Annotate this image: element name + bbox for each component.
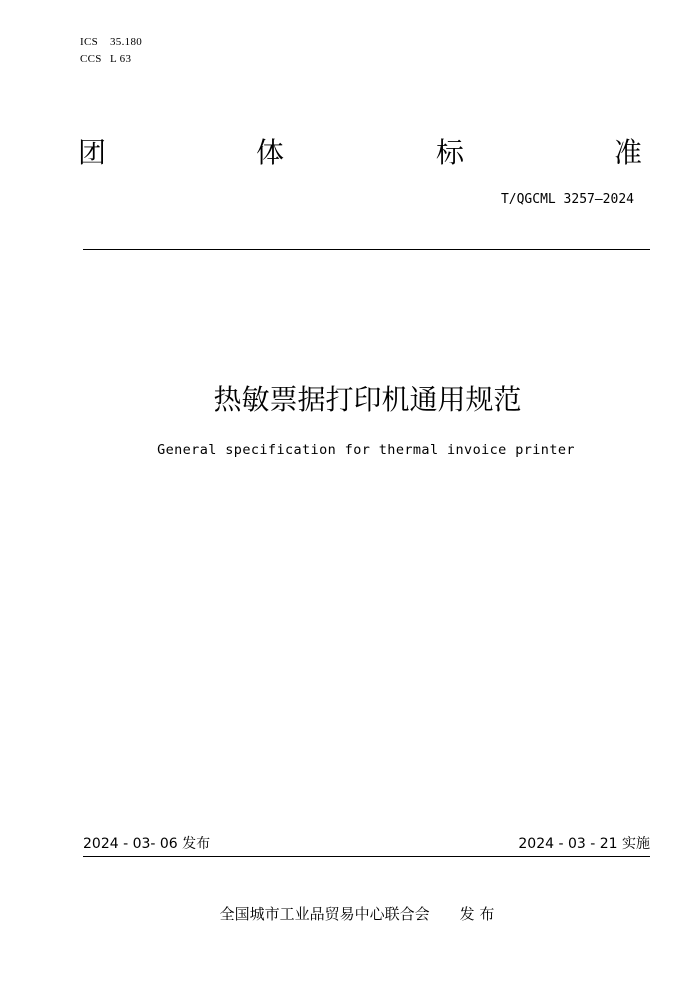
publisher: [0, 903, 700, 925]
bottom-divider: [83, 856, 650, 857]
ccs-value: L 63: [110, 53, 132, 65]
ccs-code: [80, 51, 131, 67]
publisher-org: 全国城市工业品贸易中心联合会: [219, 905, 430, 923]
standard-type-char-4: 准: [614, 136, 643, 169]
english-title: General specification for thermal invoice printer: [157, 442, 575, 458]
chinese-title: 热敏票据打印机通用规范: [213, 383, 522, 416]
ics-label: ICS: [80, 36, 99, 48]
issue-date: 2024 - 03- 06 发布: [83, 836, 211, 852]
standard-type-char-2: 体: [256, 136, 285, 169]
top-divider: [83, 249, 650, 250]
ics-code: [80, 34, 142, 50]
standard-type-char-3: 标: [436, 136, 465, 169]
implementation-date: 2024 - 03 - 21 实施: [518, 836, 650, 852]
ccs-label: CCS: [80, 53, 102, 65]
standard-type-char-1: 团: [78, 136, 107, 169]
ics-value: 35.180: [110, 36, 143, 48]
publisher-action: 发 布: [459, 905, 495, 923]
standard-number: T/QGCML 3257—2024: [500, 192, 634, 207]
